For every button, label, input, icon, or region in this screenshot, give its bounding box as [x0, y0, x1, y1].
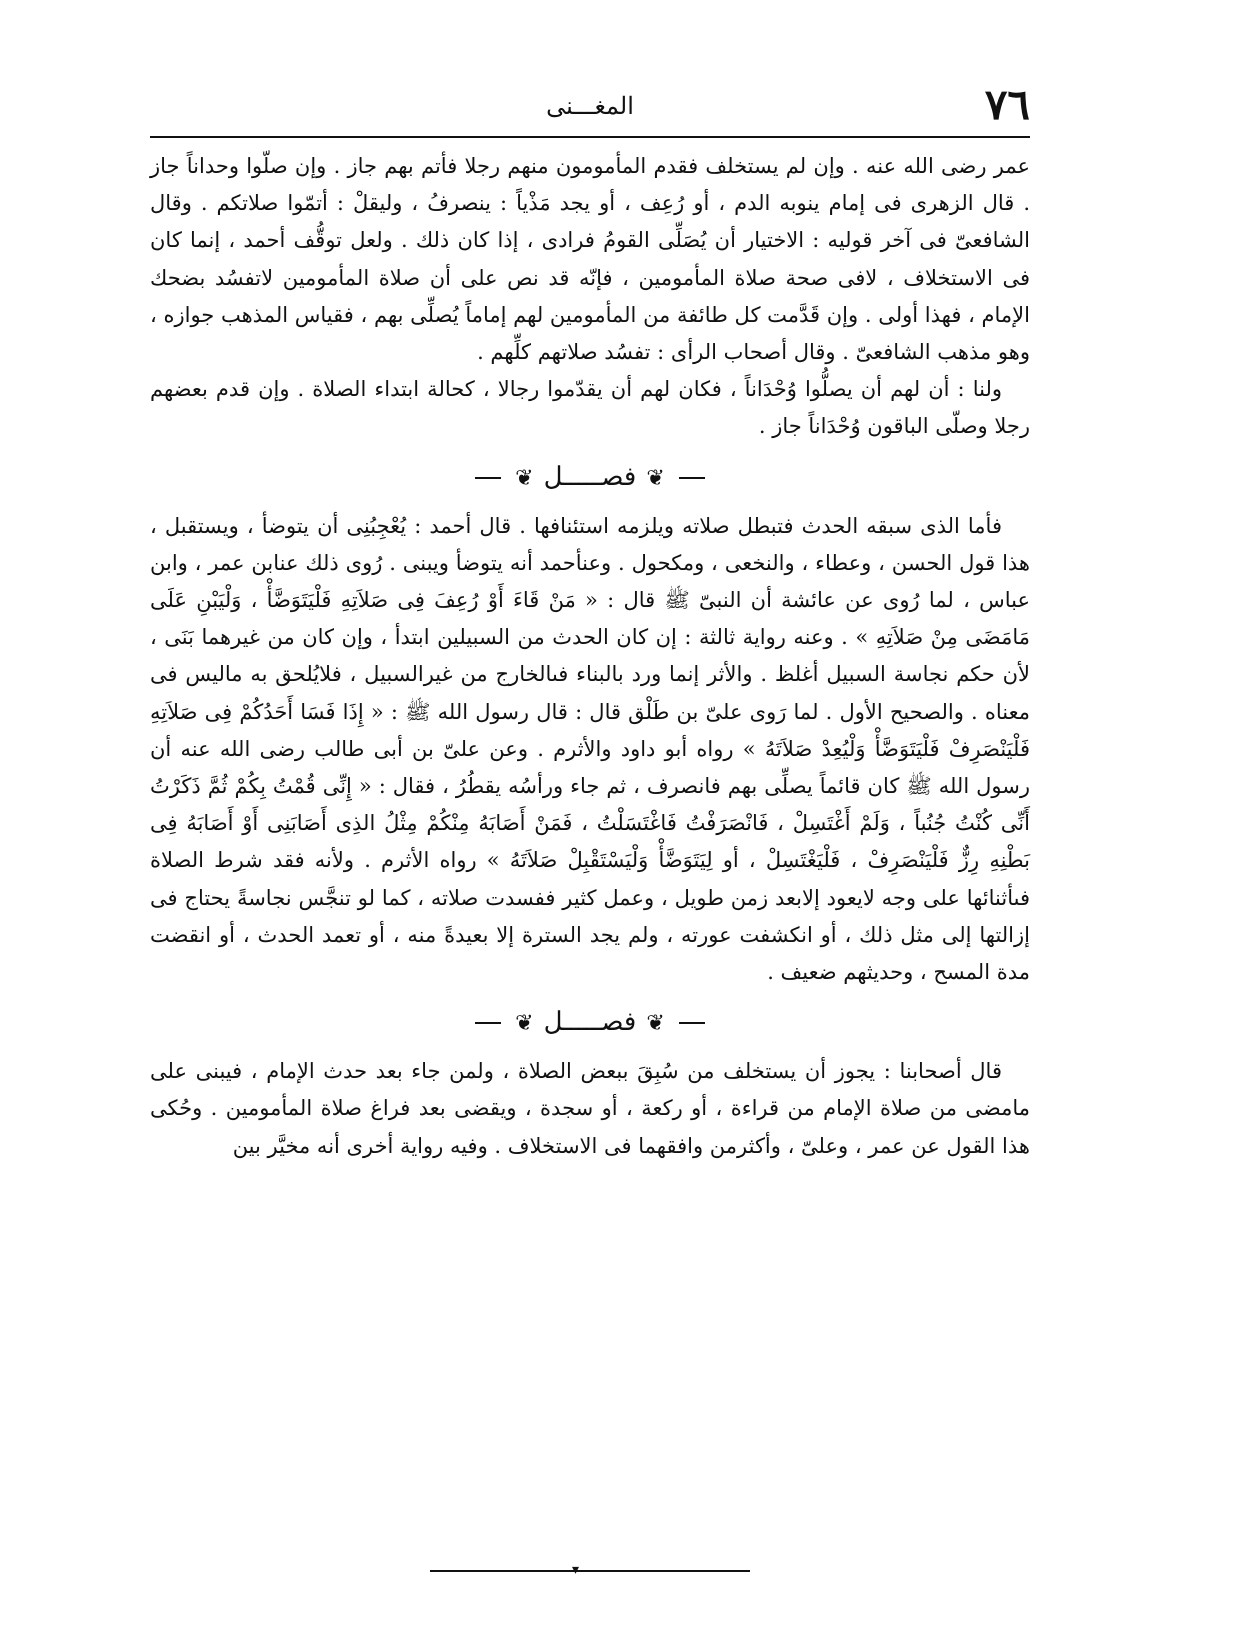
divider	[679, 477, 705, 479]
page-header	[150, 82, 1030, 128]
section-heading	[150, 991, 1030, 1053]
paragraph: فأما الذى سبقه الحدث فتبطل صلاته ويلزمه استئنافها . قال أحمد : يُعْجِبُنِى أن يتوضأ ، ويستقبل ، هذا قول الحسن ، وعطاء ، والنخعى ، ومكحول . وعنأحمد أنه يتوضأ ويبنى . رُوى ذلك عنابن عمر ، وابن عباس ، لما رُوى عن عائشة أن النبىّ ﷺ قال : « مَنْ قَاءَ أَوْ رُعِفَ فِى صَلاَتِهِ فَلْيَتَوَضَّأْ ، وَلْيَبْنِ عَلَى مَامَضَى مِنْ صَلاَتِهِ » . وعنه رواية ثالثة : إن كان الحدث من السبيلين ابتدأ ، وإن كان من غيرهما بَنَى ، لأن حكم نجاسة السبيل أغلظ . والأثر إنما ورد بالبناء فىالخارج من غيرالسبيل ، فلايُلحق به ماليس فى معناه . والصحيح الأول . لما رَوى علىّ بن طَلْق قال : قال رسول الله ﷺ : « إِذَا فَسَا أَحَدُكُمْ فِى صَلاَتِهِ فَلْيَنْصَرِفْ فَلْيَتَوَضَّأْ وَلْيُعِدْ صَلاَتَهُ » رواه أبو داود والأثرم . وعن علىّ بن أبى طالب رضى الله عنه أن رسول الله ﷺ كان قائماً يصلِّى بهم فانصرف ، ثم جاء ورأسُه يقطُرُ ، فقال : « إِنِّى قُمْتُ بِكُمْ ثُمَّ ذَكَرْتُ أَنِّى كُنْتُ جُنُباً ، وَلَمْ أَغْتَسِلْ ، فَانْصَرَفْتُ فَاغْتَسَلْتُ ، فَمَنْ أَصَابَهُ مِنْكُمْ مِثْلُ الذِى أَصَابَنِى أَوْ أَصَابَهُ فِى بَطْنِهِ رِزٌّ فَلْيَنْصَرِفْ ، فَلْيَغْتَسِلْ ، أو لِيَتَوَضَّأْ وَلْيَسْتَقْبِلْ صَلاَتَهُ » رواه الأثرم . ولأنه فقد شرط الصلاة فىأثنائها على وجه لايعود إلابعد زمن طويل ، وعمل كثير ففسدت صلاته ، كما لو تنجَّس نجاسةً يحتاج فى إزالتها إلى مثل ذلك ، أو انكشفت عورته ، ولم يجد السترة إلا بعيدةً منه ، أو تعمد الحدث ، أو انقضت مدة المسح ، وحديثهم ضعيف .	[150, 513, 1030, 985]
divider	[679, 1022, 705, 1024]
page-number: ٧٦	[984, 80, 1030, 129]
body-text	[150, 148, 1030, 1165]
footer-rule	[430, 1570, 750, 1572]
section-heading	[150, 446, 1030, 508]
paragraph: عمر رضى الله عنه . وإن لم يستخلف فقدم المأمومون منهم رجلا فأتم بهم جاز . وإن صلّوا وحداناً جاز . قال الزهرى فى إمام ينوبه الدم ، أو رُعِف ، أو يجد مَذْياً : ينصرفُ ، وليقلْ : أتمّوا صلاتكم . وقال الشافعىّ فى آخر قوليه : الاختيار أن يُصَلِّى القومُ فرادى ، إذا كان ذلك . ولعل توقُّف أحمد ، إنما كان فى الاستخلاف ، لافى صحة صلاة المأمومين ، فإنّه قد نص على أن صلاة المأمومين لاتفسُد بضحك الإمام ، فهذا أولى . وإن قَدَّمت كل طائفة من المأمومين لهم إماماً يُصلِّى بهم ، فقياس المذهب جوازه ، وهو مذهب الشافعىّ . وقال أصحاب الرأى : تفسُد صلاتهم كلِّهم .	[150, 154, 1030, 365]
header-rule	[150, 136, 1030, 138]
divider	[475, 477, 501, 479]
section-title: فصـــــل	[543, 1007, 637, 1038]
ornament-icon: ❦	[646, 1011, 665, 1037]
footer-mark-icon: ▾	[572, 1562, 580, 1578]
divider	[475, 1022, 501, 1024]
paragraph: ولنا : أن لهم أن يصلُّوا وُحْدَاناً ، فكان لهم أن يقدّموا رجالا ، كحالة ابتداء الصلاة . وإن قدم بعضهم رجلا وصلّى الباقون وُحْدَاناً جاز .	[150, 377, 1030, 439]
ornament-icon: ❦	[515, 465, 534, 491]
section-title: فصـــــل	[543, 461, 637, 492]
book-page	[150, 60, 1030, 1620]
running-title: المغـــنى	[546, 92, 634, 120]
ornament-icon: ❦	[515, 1011, 534, 1037]
ornament-icon: ❦	[646, 465, 665, 491]
paragraph: قال أصحابنا : يجوز أن يستخلف من سُبِقَ ببعض الصلاة ، ولمن جاء بعد حدث الإمام ، فيبنى على مامضى من صلاة الإمام من قراءة ، أو ركعة ، أو سجدة ، ويقضى بعد فراغ صلاة المأمومين . وحُكى هذا القول عن عمر ، وعلىّ ، وأكثرمن وافقهما فى الاستخلاف . وفيه رواية أخرى أنه مخيَّر بين	[150, 1059, 1030, 1158]
